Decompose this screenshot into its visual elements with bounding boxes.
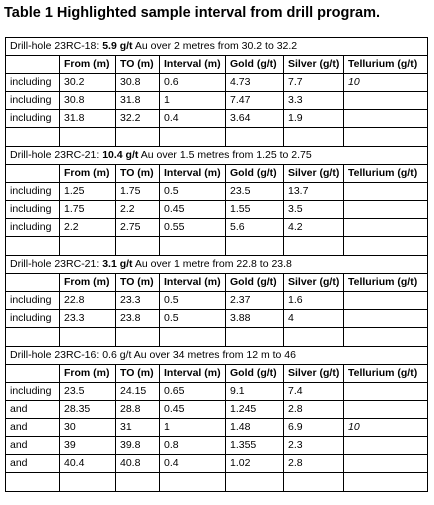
row-qualifier: and — [6, 437, 60, 455]
table-cell: 1.75 — [116, 183, 160, 201]
table-row — [6, 201, 428, 219]
column-header: Interval (m) — [160, 165, 226, 183]
row-qualifier: including — [6, 292, 60, 310]
empty-cell — [6, 473, 60, 492]
drillhole-summary — [6, 256, 428, 274]
table-cell — [344, 183, 428, 201]
section-title-row — [6, 147, 428, 165]
table-cell: 1 — [160, 92, 226, 110]
drillhole-summary — [6, 38, 428, 56]
table-cell: 0.5 — [160, 183, 226, 201]
header-row — [6, 274, 428, 292]
table-cell: 1.9 — [284, 110, 344, 128]
table-cell: 13.7 — [284, 183, 344, 201]
spacer-row — [6, 128, 428, 147]
header-row — [6, 165, 428, 183]
column-header: Silver (g/t) — [284, 56, 344, 74]
spacer-row — [6, 328, 428, 347]
table-cell: 10 — [344, 74, 428, 92]
table-cell — [344, 219, 428, 237]
column-header: Gold (g/t) — [226, 165, 284, 183]
empty-cell — [160, 328, 226, 347]
table-cell — [344, 92, 428, 110]
table-cell: 23.3 — [116, 292, 160, 310]
table-cell: 4 — [284, 310, 344, 328]
table-row — [6, 437, 428, 455]
row-qualifier: including — [6, 92, 60, 110]
empty-cell — [344, 328, 428, 347]
column-header: Gold (g/t) — [226, 365, 284, 383]
empty-cell — [160, 237, 226, 256]
page-title: Table 1 Highlighted sample interval from drill program. — [4, 5, 380, 21]
table-cell: 9.1 — [226, 383, 284, 401]
drill-results-table — [5, 37, 428, 492]
table-row — [6, 110, 428, 128]
table-cell: 22.8 — [60, 292, 116, 310]
column-header: TO (m) — [116, 274, 160, 292]
table-cell: 2.75 — [116, 219, 160, 237]
spacer-row — [6, 237, 428, 256]
table-cell: 0.8 — [160, 437, 226, 455]
table-cell — [344, 437, 428, 455]
table-cell: 1.355 — [226, 437, 284, 455]
table-row — [6, 419, 428, 437]
column-header: Gold (g/t) — [226, 274, 284, 292]
column-header — [6, 56, 60, 74]
table-cell: 1.25 — [60, 183, 116, 201]
column-header: Tellurium (g/t) — [344, 56, 428, 74]
grade-value: 5.9 g/t — [102, 40, 133, 52]
table-cell: 24.15 — [116, 383, 160, 401]
interval-description: Au over 34 metres from 12 m to 46 — [131, 349, 296, 361]
row-qualifier: including — [6, 110, 60, 128]
table-cell: 40.4 — [60, 455, 116, 473]
column-header: From (m) — [60, 274, 116, 292]
header-row — [6, 56, 428, 74]
column-header: From (m) — [60, 56, 116, 74]
section-title-row — [6, 256, 428, 274]
table-cell: 0.6 — [160, 74, 226, 92]
empty-cell — [284, 237, 344, 256]
row-qualifier: including — [6, 219, 60, 237]
table-row — [6, 92, 428, 110]
drillhole-label: Drill-hole 23RC-21: — [10, 258, 103, 270]
grade-value: 10.4 g/t — [102, 149, 139, 161]
table-cell: 2.2 — [116, 201, 160, 219]
drillhole-label: Drill-hole 23RC-18: — [10, 40, 103, 52]
table-cell: 1.6 — [284, 292, 344, 310]
table-cell: 23.8 — [116, 310, 160, 328]
table-cell: 40.8 — [116, 455, 160, 473]
empty-cell — [344, 473, 428, 492]
table-row — [6, 219, 428, 237]
table-cell: 2.2 — [60, 219, 116, 237]
empty-cell — [116, 128, 160, 147]
column-header: Interval (m) — [160, 274, 226, 292]
empty-cell — [284, 128, 344, 147]
column-header: TO (m) — [116, 165, 160, 183]
column-header: From (m) — [60, 165, 116, 183]
column-header: Interval (m) — [160, 365, 226, 383]
table-cell: 28.8 — [116, 401, 160, 419]
table-cell: 30.8 — [116, 74, 160, 92]
empty-cell — [6, 328, 60, 347]
row-qualifier: including — [6, 74, 60, 92]
table-cell: 7.7 — [284, 74, 344, 92]
column-header: Tellurium (g/t) — [344, 274, 428, 292]
table-cell: 1.48 — [226, 419, 284, 437]
column-header: Tellurium (g/t) — [344, 165, 428, 183]
table-cell: 0.45 — [160, 401, 226, 419]
table-cell: 28.35 — [60, 401, 116, 419]
table-cell: 0.45 — [160, 201, 226, 219]
table-row — [6, 383, 428, 401]
column-header: Interval (m) — [160, 56, 226, 74]
table-cell: 10 — [344, 419, 428, 437]
table-cell: 0.55 — [160, 219, 226, 237]
row-qualifier: including — [6, 310, 60, 328]
table-cell: 2.8 — [284, 455, 344, 473]
column-header — [6, 274, 60, 292]
table-cell: 30.2 — [60, 74, 116, 92]
table-cell: 30.8 — [60, 92, 116, 110]
empty-cell — [116, 473, 160, 492]
table-cell: 23.5 — [60, 383, 116, 401]
column-header: Silver (g/t) — [284, 274, 344, 292]
table-cell: 5.6 — [226, 219, 284, 237]
row-qualifier: and — [6, 455, 60, 473]
table-cell: 1.245 — [226, 401, 284, 419]
table-row — [6, 401, 428, 419]
table-cell: 1.75 — [60, 201, 116, 219]
table-cell — [344, 110, 428, 128]
table-cell — [344, 310, 428, 328]
empty-cell — [226, 128, 284, 147]
table-row — [6, 74, 428, 92]
table-cell — [344, 292, 428, 310]
table-row — [6, 455, 428, 473]
table-row — [6, 310, 428, 328]
table-cell — [344, 455, 428, 473]
drillhole-summary — [6, 147, 428, 165]
drillhole-summary — [6, 347, 428, 365]
table-cell: 2.3 — [284, 437, 344, 455]
table-cell: 7.47 — [226, 92, 284, 110]
table-cell: 3.88 — [226, 310, 284, 328]
table-cell: 0.5 — [160, 292, 226, 310]
empty-cell — [60, 473, 116, 492]
header-row — [6, 365, 428, 383]
table-cell — [344, 383, 428, 401]
table-cell: 4.2 — [284, 219, 344, 237]
table-cell: 31.8 — [60, 110, 116, 128]
table-cell: 3.3 — [284, 92, 344, 110]
column-header: TO (m) — [116, 56, 160, 74]
table-cell: 23.5 — [226, 183, 284, 201]
empty-cell — [160, 128, 226, 147]
row-qualifier: including — [6, 183, 60, 201]
column-header: TO (m) — [116, 365, 160, 383]
table-cell: 0.5 — [160, 310, 226, 328]
table-cell: 31.8 — [116, 92, 160, 110]
table-cell — [344, 201, 428, 219]
table-cell: 39.8 — [116, 437, 160, 455]
section-title-row — [6, 347, 428, 365]
table-cell: 0.4 — [160, 110, 226, 128]
row-qualifier: and — [6, 401, 60, 419]
table-cell: 1 — [160, 419, 226, 437]
table-cell: 4.73 — [226, 74, 284, 92]
empty-cell — [344, 128, 428, 147]
empty-cell — [284, 473, 344, 492]
interval-description: Au over 1 metre from 22.8 to 23.8 — [132, 258, 292, 270]
row-qualifier: including — [6, 383, 60, 401]
table-row — [6, 292, 428, 310]
grade-value: 3.1 g/t — [102, 258, 133, 270]
table-cell: 3.5 — [284, 201, 344, 219]
table-cell: 32.2 — [116, 110, 160, 128]
column-header — [6, 165, 60, 183]
empty-cell — [284, 328, 344, 347]
empty-cell — [6, 128, 60, 147]
table-cell: 1.02 — [226, 455, 284, 473]
empty-cell — [6, 237, 60, 256]
drillhole-label: Drill-hole 23RC-21: — [10, 149, 103, 161]
table-cell: 6.9 — [284, 419, 344, 437]
table-cell: 1.55 — [226, 201, 284, 219]
column-header: Silver (g/t) — [284, 165, 344, 183]
table-cell: 30 — [60, 419, 116, 437]
table-cell: 0.4 — [160, 455, 226, 473]
table-cell: 3.64 — [226, 110, 284, 128]
empty-cell — [60, 328, 116, 347]
table-row — [6, 183, 428, 201]
empty-cell — [344, 237, 428, 256]
column-header: Silver (g/t) — [284, 365, 344, 383]
row-qualifier: and — [6, 419, 60, 437]
section-title-row — [6, 38, 428, 56]
table-cell: 39 — [60, 437, 116, 455]
column-header: Tellurium (g/t) — [344, 365, 428, 383]
empty-cell — [226, 328, 284, 347]
table-cell: 0.65 — [160, 383, 226, 401]
table-cell: 7.4 — [284, 383, 344, 401]
empty-cell — [60, 237, 116, 256]
column-header: Gold (g/t) — [226, 56, 284, 74]
interval-description: Au over 2 metres from 30.2 to 32.2 — [132, 40, 298, 52]
table-cell: 2.37 — [226, 292, 284, 310]
grade-value: 0.6 g/t — [102, 349, 132, 361]
empty-cell — [160, 473, 226, 492]
table-cell: 2.8 — [284, 401, 344, 419]
column-header: From (m) — [60, 365, 116, 383]
row-qualifier: including — [6, 201, 60, 219]
column-header — [6, 365, 60, 383]
interval-description: Au over 1.5 metres from 1.25 to 2.75 — [138, 149, 312, 161]
table-cell: 23.3 — [60, 310, 116, 328]
empty-cell — [116, 328, 160, 347]
empty-cell — [226, 473, 284, 492]
spacer-row — [6, 473, 428, 492]
table-cell: 31 — [116, 419, 160, 437]
drillhole-label: Drill-hole 23RC-16: — [10, 349, 103, 361]
empty-cell — [60, 128, 116, 147]
empty-cell — [116, 237, 160, 256]
table-cell — [344, 401, 428, 419]
empty-cell — [226, 237, 284, 256]
